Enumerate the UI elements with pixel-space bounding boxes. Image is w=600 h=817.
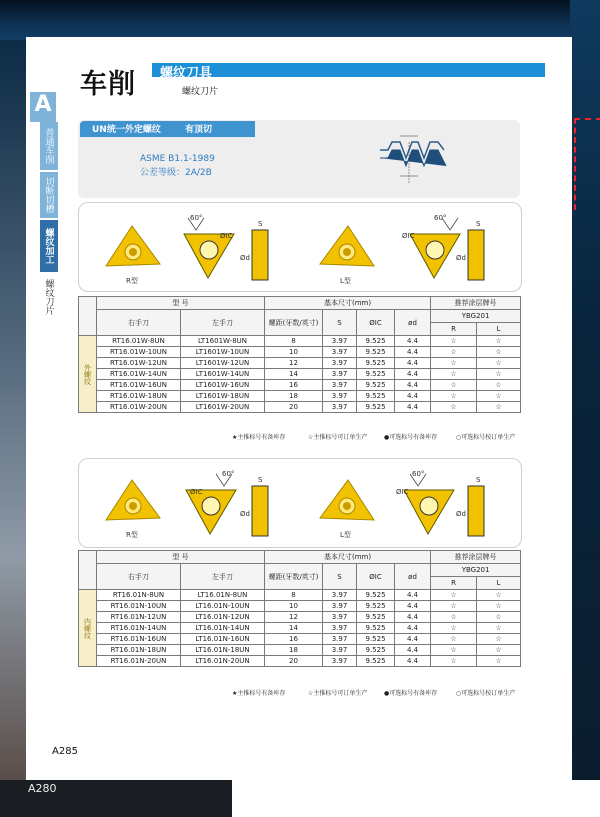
cell-left: LT1601W-12UN	[181, 358, 265, 369]
d-label-1: Ød	[240, 254, 250, 262]
cell-right: RT16.01N-18UN	[97, 645, 181, 656]
section-title: 螺纹刀具	[160, 66, 213, 81]
cell-l: ☆	[477, 645, 521, 656]
cell-pitch: 20	[265, 656, 323, 667]
angle-label-4: 60°	[412, 470, 425, 478]
ic-label-1: ØIC	[220, 232, 233, 240]
cell-ic: 9.525	[357, 402, 395, 413]
cell-left: LT1601W-8UN	[181, 336, 265, 347]
cell-left: LT16.01N-16UN	[181, 634, 265, 645]
cell-s: 3.97	[323, 634, 357, 645]
cell-right: RT16.01W-10UN	[97, 347, 181, 358]
side-tab-turning[interactable]: 普通车削	[40, 122, 58, 170]
group-label: 外螺纹	[79, 336, 97, 413]
legend-6: ☆主推标号可订单生产	[308, 690, 368, 697]
insert-table-external	[78, 296, 521, 413]
insert-r-drawing-icon	[178, 212, 242, 282]
cell-ic: 9.525	[357, 645, 395, 656]
insert-l-internal-label: L型	[340, 531, 351, 539]
cell-right: RT16.01W-14UN	[97, 369, 181, 380]
insert-l-drawing-icon	[404, 212, 468, 282]
cell-left: LT1601W-16UN	[181, 380, 265, 391]
table-row	[79, 601, 521, 612]
cell-l: ☆	[477, 623, 521, 634]
insert-r-internal-label: R型	[126, 531, 138, 539]
angle-label-2: 60°	[434, 214, 447, 222]
background-bottom-right	[232, 780, 600, 817]
cell-d: 4.4	[395, 601, 431, 612]
cell-l: ☆	[477, 336, 521, 347]
cell-ic: 9.525	[357, 358, 395, 369]
thread-tolerance: 公差等级：2A/2B	[140, 168, 212, 178]
insert-l-internal-side-icon	[462, 480, 490, 538]
cell-right: RT16.01W-8UN	[97, 336, 181, 347]
insert-l-internal-drawing-icon	[398, 468, 462, 538]
table1-corner	[79, 297, 97, 336]
cell-d: 4.4	[395, 380, 431, 391]
cell-ic: 9.525	[357, 601, 395, 612]
cell-ic: 9.525	[357, 380, 395, 391]
cell-right: RT16.01N-16UN	[97, 634, 181, 645]
insert-l-side-icon	[462, 224, 490, 282]
table-row	[79, 347, 521, 358]
cell-r: ☆	[431, 358, 477, 369]
cell-left: LT1601W-18UN	[181, 391, 265, 402]
cell-pitch: 8	[265, 336, 323, 347]
cell-left: LT16.01N-20UN	[181, 656, 265, 667]
header-right: 右手刀	[97, 564, 181, 590]
cell-right: RT16.01W-18UN	[97, 391, 181, 402]
cell-pitch: 12	[265, 612, 323, 623]
background-left	[0, 40, 26, 780]
header-l: L	[477, 323, 521, 336]
insert-l-internal-icon	[316, 478, 378, 528]
cell-left: LT16.01N-8UN	[181, 590, 265, 601]
cell-pitch: 16	[265, 380, 323, 391]
cell-r: ☆	[431, 402, 477, 413]
ic-label-4: ØIC	[396, 488, 409, 496]
cell-pitch: 12	[265, 358, 323, 369]
cell-r: ☆	[431, 612, 477, 623]
category-title: 车削	[80, 69, 136, 100]
cell-r: ☆	[431, 391, 477, 402]
s-label-1: S	[258, 220, 263, 228]
background-top	[0, 0, 600, 40]
header-s: S	[323, 564, 357, 590]
s-label-2: S	[476, 220, 481, 228]
header-model: 型 号	[97, 297, 265, 310]
header-r: R	[431, 577, 477, 590]
table-row	[79, 634, 521, 645]
cell-s: 3.97	[323, 590, 357, 601]
header-dimensions: 基本尺寸(mm)	[265, 551, 431, 564]
cell-right: RT16.01N-8UN	[97, 590, 181, 601]
cell-d: 4.4	[395, 336, 431, 347]
d-label-4: Ød	[456, 510, 466, 518]
table1-body	[79, 297, 521, 413]
table-row	[79, 612, 521, 623]
decorative-dashed-border	[574, 118, 600, 210]
cell-ic: 9.525	[357, 336, 395, 347]
cell-right: RT16.01W-16UN	[97, 380, 181, 391]
header-ic: ØIC	[357, 564, 395, 590]
insert-r-internal-icon	[102, 478, 164, 528]
header-grade: 推荐涂层牌号	[431, 297, 521, 310]
table2-body	[79, 551, 521, 667]
header-l: L	[477, 577, 521, 590]
chapter-letter: A	[30, 92, 56, 122]
s-label-3: S	[258, 476, 263, 484]
header-left: 左手刀	[181, 564, 265, 590]
page-number-outer: A280	[28, 782, 57, 795]
cell-right: RT16.01N-20UN	[97, 656, 181, 667]
cell-right: RT16.01N-14UN	[97, 623, 181, 634]
cell-s: 3.97	[323, 336, 357, 347]
cell-ic: 9.525	[357, 391, 395, 402]
insert-r-internal-side-icon	[246, 480, 274, 538]
cell-s: 3.97	[323, 402, 357, 413]
cell-l: ☆	[477, 347, 521, 358]
cell-s: 3.97	[323, 347, 357, 358]
cell-ic: 9.525	[357, 347, 395, 358]
cell-l: ☆	[477, 391, 521, 402]
side-tab-threading[interactable]: 螺纹加工	[40, 220, 58, 272]
cell-d: 4.4	[395, 391, 431, 402]
cell-l: ☆	[477, 358, 521, 369]
cell-pitch: 8	[265, 590, 323, 601]
header-model: 型 号	[97, 551, 265, 564]
cell-ic: 9.525	[357, 623, 395, 634]
d-label-2: Ød	[456, 254, 466, 262]
cell-ic: 9.525	[357, 634, 395, 645]
cell-s: 3.97	[323, 656, 357, 667]
legend-1: ★主推标号有备库存	[232, 434, 286, 441]
angle-label-3: 60°	[222, 470, 235, 478]
cell-d: 4.4	[395, 358, 431, 369]
cell-right: RT16.01N-10UN	[97, 601, 181, 612]
header-left: 左手刀	[181, 310, 265, 336]
table-row	[79, 590, 521, 601]
insert-r-internal-drawing-icon	[180, 468, 244, 538]
cell-pitch: 20	[265, 402, 323, 413]
cell-pitch: 14	[265, 623, 323, 634]
header-grade: 推荐涂层牌号	[431, 551, 521, 564]
thread-profile-diagram	[378, 128, 448, 190]
cell-r: ☆	[431, 656, 477, 667]
table-row	[79, 369, 521, 380]
thread-type-label: UN统一外定螺纹	[92, 125, 161, 135]
legend-5: ★主推标号有备库存	[232, 690, 286, 697]
cell-r: ☆	[431, 336, 477, 347]
cell-r: ☆	[431, 601, 477, 612]
cell-ic: 9.525	[357, 612, 395, 623]
header-grade-name: YBG201	[431, 310, 521, 323]
header-ic: ØIC	[357, 310, 395, 336]
cell-l: ☆	[477, 590, 521, 601]
legend-4: ○可选标号按订单生产	[456, 434, 516, 441]
d-label-3: Ød	[240, 510, 250, 518]
table-row	[79, 645, 521, 656]
cell-ic: 9.525	[357, 590, 395, 601]
header-pitch: 螺距(牙数/英寸)	[265, 564, 323, 590]
cell-ic: 9.525	[357, 369, 395, 380]
cell-l: ☆	[477, 601, 521, 612]
header-r: R	[431, 323, 477, 336]
table-row	[79, 336, 521, 347]
cell-r: ☆	[431, 347, 477, 358]
side-tab-thread-inserts[interactable]: 螺纹刀片	[40, 275, 58, 319]
cell-left: LT16.01N-10UN	[181, 601, 265, 612]
cell-pitch: 10	[265, 601, 323, 612]
cell-s: 3.97	[323, 601, 357, 612]
cell-l: ☆	[477, 656, 521, 667]
cell-left: LT16.01N-14UN	[181, 623, 265, 634]
insert-r-icon	[102, 224, 164, 274]
insert-table-internal	[78, 550, 521, 667]
thread-standard: ASME B1.1-1989	[140, 154, 215, 164]
insert-r-label: R型	[126, 277, 138, 285]
header-s: S	[323, 310, 357, 336]
table-row	[79, 358, 521, 369]
cell-r: ☆	[431, 369, 477, 380]
header-right: 右手刀	[97, 310, 181, 336]
cell-pitch: 10	[265, 347, 323, 358]
cell-s: 3.97	[323, 645, 357, 656]
cell-s: 3.97	[323, 623, 357, 634]
cell-d: 4.4	[395, 590, 431, 601]
table-row	[79, 380, 521, 391]
table-row	[79, 623, 521, 634]
header-dimensions: 基本尺寸(mm)	[265, 297, 431, 310]
table-row	[79, 391, 521, 402]
cell-r: ☆	[431, 634, 477, 645]
header-d: ød	[395, 564, 431, 590]
s-label-4: S	[476, 476, 481, 484]
cell-l: ☆	[477, 380, 521, 391]
table2-corner	[79, 551, 97, 590]
cell-left: LT1601W-14UN	[181, 369, 265, 380]
cell-right: RT16.01N-12UN	[97, 612, 181, 623]
legend-8: ○可选标号按订单生产	[456, 690, 516, 697]
cell-left: LT16.01N-18UN	[181, 645, 265, 656]
side-tab-grooving[interactable]: 切断切槽	[40, 172, 58, 218]
cell-r: ☆	[431, 645, 477, 656]
insert-l-icon	[316, 224, 378, 274]
cell-s: 3.97	[323, 612, 357, 623]
cell-l: ☆	[477, 634, 521, 645]
angle-label-1: 60°	[190, 214, 203, 222]
ic-label-3: ØIC	[190, 488, 203, 496]
cell-left: LT16.01N-12UN	[181, 612, 265, 623]
cell-s: 3.97	[323, 369, 357, 380]
table-row	[79, 402, 521, 413]
legend-7: ●可选标号有备库存	[384, 690, 438, 697]
cell-l: ☆	[477, 402, 521, 413]
cell-d: 4.4	[395, 623, 431, 634]
cell-right: RT16.01W-20UN	[97, 402, 181, 413]
cell-pitch: 14	[265, 369, 323, 380]
cell-d: 4.4	[395, 369, 431, 380]
group-label: 内螺纹	[79, 590, 97, 667]
page-number-inner: A285	[52, 746, 78, 757]
cell-d: 4.4	[395, 634, 431, 645]
cell-s: 3.97	[323, 358, 357, 369]
insert-r-side-icon	[246, 224, 274, 282]
cell-d: 4.4	[395, 612, 431, 623]
header-pitch: 螺距(牙数/英寸)	[265, 310, 323, 336]
cell-right: RT16.01W-12UN	[97, 358, 181, 369]
thread-profile-label: 有顶切	[185, 125, 213, 135]
header-grade-name: YBG201	[431, 564, 521, 577]
cell-r: ☆	[431, 623, 477, 634]
legend-3: ●可选标号有备库存	[384, 434, 438, 441]
insert-l-label: L型	[340, 277, 351, 285]
cell-r: ☆	[431, 590, 477, 601]
header-d: ød	[395, 310, 431, 336]
cell-r: ☆	[431, 380, 477, 391]
cell-l: ☆	[477, 369, 521, 380]
cell-d: 4.4	[395, 347, 431, 358]
cell-left: LT1601W-20UN	[181, 402, 265, 413]
legend-2: ☆主推标号可订单生产	[308, 434, 368, 441]
table-row	[79, 656, 521, 667]
cell-s: 3.97	[323, 391, 357, 402]
cell-d: 4.4	[395, 402, 431, 413]
cell-pitch: 18	[265, 645, 323, 656]
cell-d: 4.4	[395, 645, 431, 656]
cell-pitch: 18	[265, 391, 323, 402]
ic-label-2: ØIC	[402, 232, 415, 240]
cell-s: 3.97	[323, 380, 357, 391]
cell-d: 4.4	[395, 656, 431, 667]
cell-l: ☆	[477, 612, 521, 623]
cell-left: LT1601W-10UN	[181, 347, 265, 358]
cell-pitch: 16	[265, 634, 323, 645]
subsection-title: 螺纹刀片	[182, 87, 219, 97]
cell-ic: 9.525	[357, 656, 395, 667]
